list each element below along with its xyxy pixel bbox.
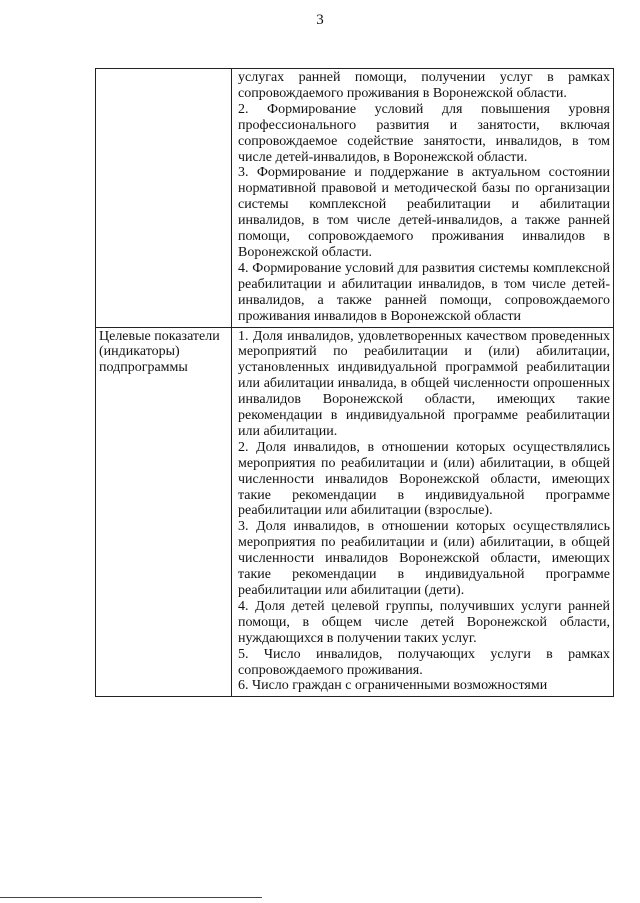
footer-divider — [0, 897, 262, 898]
indicator-paragraph: 3. Доля инвалидов, в отношении которых осуществлялись мероприятия по реабилитации и (или) абилитации, в общей численности инвалидов Воронежской области, имеющих такие рекомендации в индивидуальной программе реабилитации или абилитации (дети). — [238, 519, 610, 598]
subprogram-passport-table — [95, 68, 614, 697]
task-paragraph: 2. Формирование условий для повышения уровня профессионального развития и занятости, включая сопровождаемое содействие занятости, инвалидов, в том числе детей-инвалидов, в Воронежской области. — [238, 101, 610, 165]
indicator-paragraph: 2. Доля инвалидов, в отношении которых осуществлялись мероприятия по реабилитации и (или) абилитации, в общей численности инвалидов Воронежской области, имеющих такие рекомендации в индивидуальной программе реабилитации или абилитации (взрослые). — [238, 439, 610, 519]
task-paragraph: услугах ранней помощи, получении услуг в рамках сопровождаемого проживания в Воронежской области. — [238, 70, 610, 101]
indicator-paragraph: 5. Число инвалидов, получающих услуги в рамках сопровождаемого проживания. — [238, 646, 610, 678]
indicator-paragraph: 4. Доля детей целевой группы, получивших услуги ранней помощи, в общем числе детей Воронежской области, нуждающихся в получении таких услуг. — [238, 598, 610, 646]
task-paragraph: 3. Формирование и поддержание в актуальном состоянии нормативной правовой и методической базы по организации системы комплексной реабилитации и абилитации инвалидов, в том числе детей-инвалидов, а также ранней помощи, сопровождаемого проживания инвалидов в Воронежской области. — [238, 165, 610, 260]
task-paragraph: 4. Формирование условий для развития системы комплексной реабилитации и абилитации инвалидов, в том числе детей-инвалидов, а также ранней помощи, сопровождаемого проживания инвалидов в Воронежской области — [238, 260, 610, 324]
page-number: 3 — [316, 12, 324, 28]
table-row-target-indicators — [96, 327, 614, 697]
tasks-cell — [232, 69, 614, 328]
indicator-paragraph: 6. Число граждан с ограниченными возможностями — [238, 678, 548, 694]
row-label-target-indicators: Целевые показатели (индикаторы) подпрограммы — [96, 327, 232, 697]
table-row-tasks-continued — [96, 69, 614, 328]
indicators-cell — [232, 327, 614, 697]
indicator-paragraph: 1. Доля инвалидов, удовлетворенных качеством проведенных мероприятий по реабилитации и (или) абилитации, установленных индивидуальной программой реабилитации или абилитации инвалида, в общей численности опрошенных инвалидов Воронежской области, имеющих такие рекомендации в индивидуальной программе реабилитации или абилитации. — [238, 328, 610, 439]
row-label-tasks — [96, 69, 232, 328]
